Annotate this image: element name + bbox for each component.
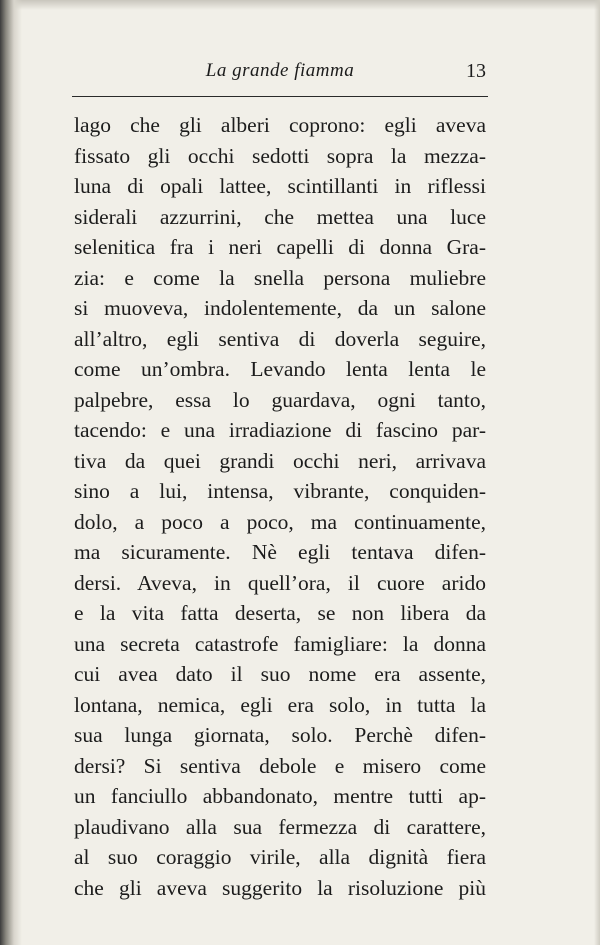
text-line: dersi. Aveva, in quell’ora, il cuore arido xyxy=(74,570,486,595)
text-line: e la vita fatta deserta, se non libera da xyxy=(74,601,486,625)
text-line: lontana, nemica, egli era solo, in tutta la xyxy=(74,692,486,717)
body-text xyxy=(74,110,486,903)
text-line: dolo, a poco a poco, ma continuamente, xyxy=(74,509,486,534)
text-line: selenitica fra i neri capelli di donna Gra- xyxy=(74,235,486,259)
text-line: dersi? Si sentiva debole e misero come xyxy=(74,753,486,778)
text-line: tiva da quei grandi occhi neri, arrivava xyxy=(74,448,486,473)
text-line: al suo coraggio virile, alla dignità fiera xyxy=(74,845,486,869)
text-line: un fanciullo abbandonato, mentre tutti ap- xyxy=(74,784,486,808)
header-rule xyxy=(72,96,488,97)
text-line: plaudivano alla sua fermezza di carattere, xyxy=(74,814,486,839)
page-right-edge xyxy=(594,0,600,945)
page-number: 13 xyxy=(466,60,486,82)
text-line: all’altro, egli sentiva di doverla seguire, xyxy=(74,326,486,351)
page-top-shadow xyxy=(0,0,600,10)
text-line: una secreta catastrofe famigliare: la donna xyxy=(74,631,486,656)
binding-gutter-shadow xyxy=(0,0,22,945)
page-header xyxy=(74,58,486,88)
text-line: si muoveva, indolentemente, da un salone xyxy=(74,296,486,320)
text-line: sua lunga giornata, solo. Perchè difen- xyxy=(74,723,486,747)
text-line: palpebre, essa lo guardava, ogni tanto, xyxy=(74,387,486,412)
text-line: che gli aveva suggerito la risoluzione più xyxy=(74,875,486,900)
text-line: lago che gli alberi coprono: egli aveva xyxy=(74,113,486,137)
text-line: ma sicuramente. Nè egli tentava difen- xyxy=(74,540,486,564)
text-line: fissato gli occhi sedotti sopra la mezza- xyxy=(74,143,486,168)
text-line: come un’ombra. Levando lenta lenta le xyxy=(74,357,486,381)
text-line: zia: e come la snella persona muliebre xyxy=(74,265,486,290)
running-title: La grande fiamma xyxy=(205,60,355,81)
text-line: siderali azzurrini, che mettea una luce xyxy=(74,204,486,229)
text-line: sino a lui, intensa, vibrante, conquiden- xyxy=(74,479,486,503)
text-line: tacendo: e una irradiazione di fascino par- xyxy=(74,418,486,442)
text-line: luna di opali lattee, scintillanti in riflessi xyxy=(74,174,486,198)
text-line: cui avea dato il suo nome era assente, xyxy=(74,662,486,686)
